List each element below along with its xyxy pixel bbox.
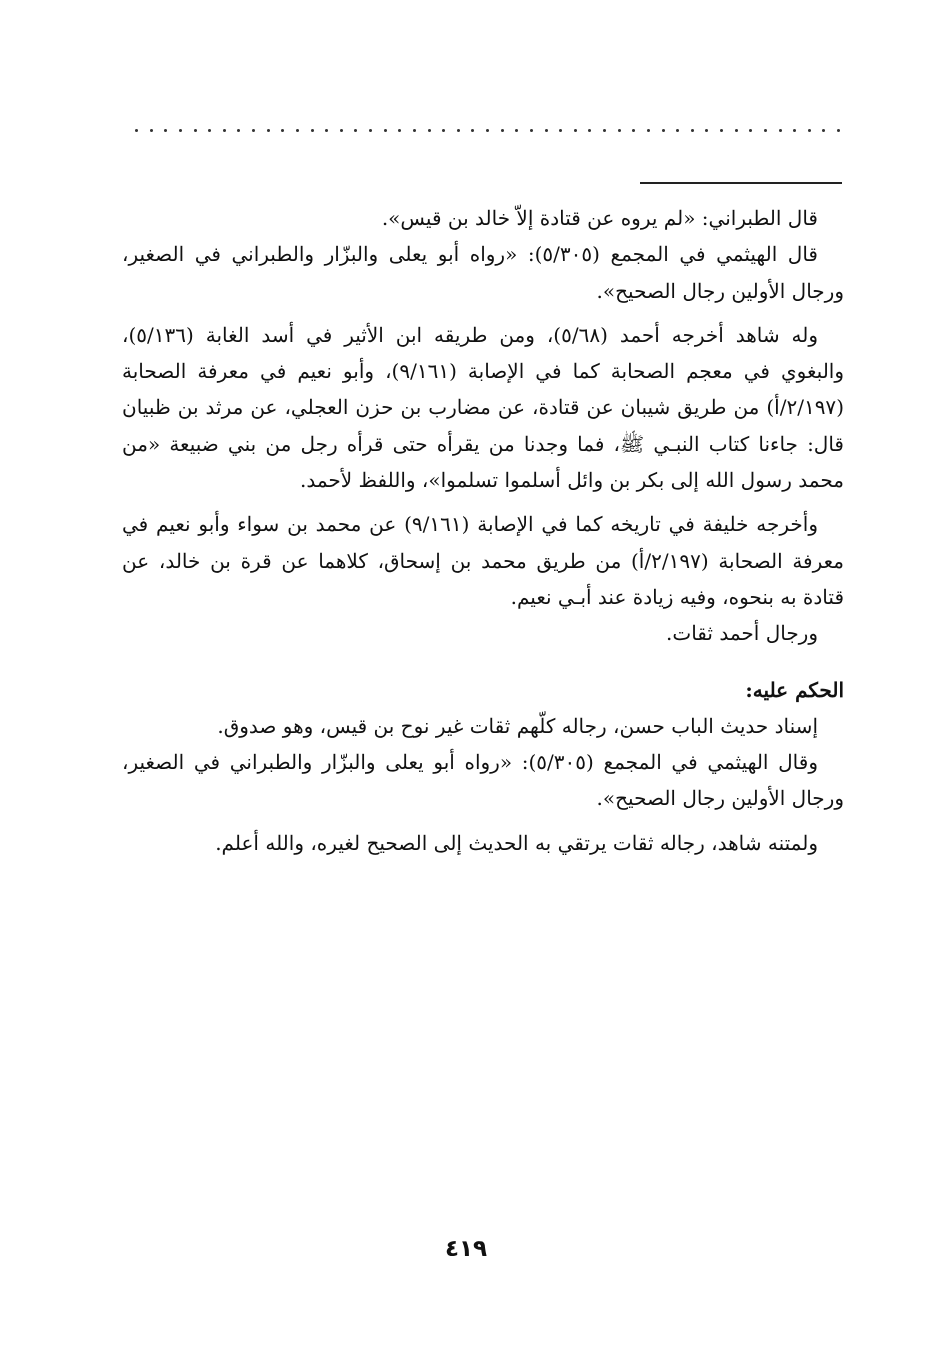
header-dot <box>793 129 796 132</box>
header-dot <box>764 129 767 132</box>
paragraph-ruling-haythami: وقال الهيثمي في المجمع (٥/٣٠٥): «رواه أبو يعلى والبزّار والطبراني في الصغير، ورجال الأولين رجال الصحيح». <box>122 750 844 811</box>
separator-rule <box>640 182 842 184</box>
spacer <box>122 652 844 672</box>
paragraph-haythami-majma: قال الهيثمي في المجمع (٥/٣٠٥): «رواه أبو يعلى والبزّار والطبراني في الصغير، ورجال الأولين رجال الصحيح». <box>122 242 844 303</box>
header-dot <box>340 129 343 132</box>
header-dot <box>676 129 679 132</box>
header-dot <box>632 129 635 132</box>
header-dot <box>428 129 431 132</box>
ruling-heading: الحكم عليه: <box>745 677 844 702</box>
header-dot <box>808 129 811 132</box>
spacer <box>122 817 844 825</box>
header-dot <box>135 129 138 132</box>
header-dot <box>618 129 621 132</box>
header-dot <box>471 129 474 132</box>
header-dot <box>252 129 255 132</box>
header-dot <box>296 129 299 132</box>
header-dot <box>413 129 416 132</box>
header-dot <box>588 129 591 132</box>
header-dot <box>603 129 606 132</box>
header-dot <box>691 129 694 132</box>
header-dot <box>822 129 825 132</box>
header-dot <box>194 129 197 132</box>
header-dot <box>354 129 357 132</box>
paragraph-khalifa-narration: وأخرجه خليفة في تاريخه كما في الإصابة (٩/١٦١) عن محمد بن سواء وأبو نعيم في معرفة الصحابة (٢/١٩٧/أ) من طريق محمد بن إسحاق، كلاهما عن قرة بن خالد، عن قتادة به بنحوه، وفيه زيادة عند أبـي نعيم. <box>122 512 845 609</box>
header-dotted-line <box>135 120 840 140</box>
header-dot <box>735 129 738 132</box>
header-dot <box>267 129 270 132</box>
header-dot <box>398 129 401 132</box>
header-dot <box>150 129 153 132</box>
header-dot <box>208 129 211 132</box>
header-dot <box>720 129 723 132</box>
page-number: ٤١٩ <box>444 1236 488 1262</box>
paragraph-tabarani-quote: قال الطبراني: «لم يروه عن قتادة إلاّ خالد بن قيس». <box>381 206 818 230</box>
header-dot <box>311 129 314 132</box>
header-dot <box>515 129 518 132</box>
header-dot <box>486 129 489 132</box>
header-dot <box>442 129 445 132</box>
header-dot <box>749 129 752 132</box>
header-dot <box>545 129 548 132</box>
paragraph-ruling-conclusion: ولمتنه شاهد، رجاله ثقات يرتقي به الحديث إلى الصحيح لغيره، والله أعلم. <box>215 830 818 855</box>
paragraph-ahmad-narrators: ورجال أحمد ثقات. <box>666 621 818 646</box>
header-dot <box>647 129 650 132</box>
header-dot <box>662 129 665 132</box>
header-dot <box>237 129 240 132</box>
paragraph-supporting-narration: وله شاهد أخرجه أحمد (٥/٦٨)، ومن طريقه ابن الأثير في أسد الغابة (٥/١٣٦)، والبغوي في معجم الصحابة كما في الإصابة (٩/١٦١)، وأبو نعيم في معرفة الصحابة (٢/١٩٧/أ) من طريق شيبان عن قتادة، عن مضارب بن حزن العجلي، عن مرثد بن ظبيان قال: جاءنا كتاب النبـي ﷺ، فما وجدنا من يقرأه حتى قرأه رجل من بني ضبيعة «من محمد رسول الله إلى بكر بن وائل أسلموا تسلموا»، واللفظ لأحمد. <box>122 322 845 493</box>
header-dot <box>179 129 182 132</box>
paragraph-ruling-isnad: إسناد حديث الباب حسن، رجاله كلّهم ثقات غير نوح بن قيس، وهو صدوق. <box>217 713 818 738</box>
header-dot <box>384 129 387 132</box>
header-dot <box>501 129 504 132</box>
page-body <box>122 200 844 861</box>
header-dot <box>837 129 840 132</box>
header-dot <box>457 129 460 132</box>
spacer <box>122 498 844 506</box>
header-dot <box>164 129 167 132</box>
spacer <box>122 309 844 317</box>
header-dot <box>325 129 328 132</box>
header-dot <box>574 129 577 132</box>
header-dot <box>281 129 284 132</box>
header-dot <box>530 129 533 132</box>
header-dot <box>559 129 562 132</box>
header-dot <box>779 129 782 132</box>
header-dot <box>223 129 226 132</box>
header-dot <box>705 129 708 132</box>
header-dot <box>369 129 372 132</box>
